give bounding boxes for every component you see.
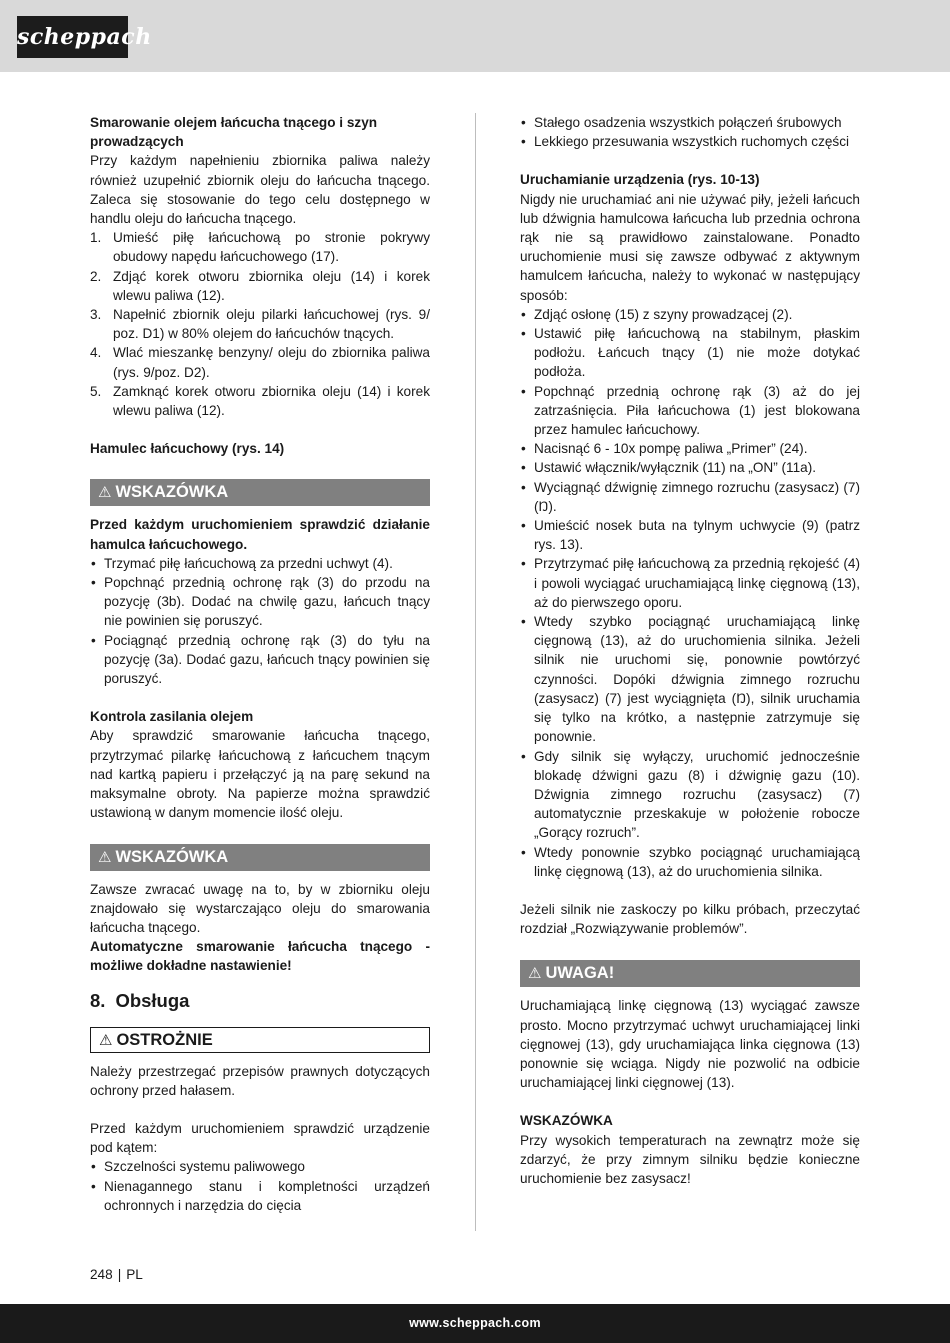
chain-brake-heading: Hamulec łańcuchowy (rys. 14) xyxy=(90,441,285,457)
right-column xyxy=(520,113,860,1188)
lubrication-text: Przy każdym napełnieniu zbiornika paliwa należy również uzupełnić zbiornik oleju do łańcucha tnącego. Zaleca się stosowanie do tego celu dostępnego w handlu oleju do łańcucha tnącego. xyxy=(90,153,430,227)
list-item: • Lekkiego przesuwania wszystkich ruchomych części xyxy=(521,134,850,150)
list-item: • Gdy silnik się wyłączy, uruchomić jednocześnie blokadę dźwigni gazu (8) i dźwignię gazu (10). Dźwignia zimnego rozruchu (zasysacz) (7) automatycznie przeskakuje w położenie robocze „Gorący rozruch”. xyxy=(521,748,860,841)
note-banner: ⚠ WSKAZÓWKA xyxy=(90,479,430,506)
warning-icon: ⚠ xyxy=(98,848,112,866)
list-item: • Nienagannego stanu i kompletności urządzeń ochronnych i narzędzia do cięcia xyxy=(91,1178,430,1213)
note-banner: ⚠ WSKAZÓWKA xyxy=(90,844,430,871)
lubrication-heading: Smarowanie olejem łańcucha tnącego i szyn prowadzących xyxy=(90,115,378,150)
column-divider xyxy=(475,113,476,1231)
list-item: • Nacisnąć 6 - 10x pompę paliwa „Primer” (24). xyxy=(521,441,808,457)
list-item: 5. Zamknąć korek otworu zbiornika oleju (14) i korek wlewu paliwa (12). xyxy=(90,383,430,419)
list-item: • Przytrzymać piłę łańcuchową za przednią rękojeść (4) i powoli wyciągać uruchamiającą linkę cięgnową (13), aż do pierwszego oporu. xyxy=(521,556,860,610)
start-fail-text: Jeżeli silnik nie zaskoczy po kilku próbach, przeczytać rozdział „Rozwiązywanie problemów”. xyxy=(520,901,860,937)
list-item: • Wyciągnąć dźwignię zimnego rozruchu (zasysacz) (7) (Ŋ). xyxy=(521,479,860,514)
list-item: • Stałego osadzenia wszystkich połączeń śrubowych xyxy=(521,115,842,130)
fill-steps-list xyxy=(90,228,430,420)
attention-text: Uruchamiającą linkę cięgnową (13) wyciągać zawsze prosto. Mocno przytrzymać uchwyt uruchamiającej linki cięgnowej (13), gdy uruchamiająca linka cięgnowa (13) ponownie się wciąga. Nigdy nie pozwolić na odbicie uruchamiającej linki cięgnowej (13). xyxy=(520,998,860,1091)
list-item: • Ustawić włącznik/wyłącznik (11) na „ON” (11a). xyxy=(521,460,817,476)
list-item: • Szczelności systemu paliwowego xyxy=(91,1159,305,1175)
list-item: • Wtedy ponownie szybko pociągnąć uruchamiającą linkę cięgnową (13), aż do uruchomienia silnika. xyxy=(521,844,860,879)
hot-weather-text: Przy wysokich temperaturach na zewnątrz może się zdarzyć, że przy zimnym silniku będzie konieczne uruchomienie bez zasysacz! xyxy=(520,1132,860,1186)
start-text: Nigdy nie uruchamiać ani nie używać piły, jeżeli łańcuch lub dźwignia hamulcowa łańcucha lub przednia ochrona rąk nie są prawidłowo zainstalowane. Ponadto uruchomienie musi się zawsze odbywać z aktywnym hamulcem łańcucha, należy to wykonać w następujący sposób: xyxy=(520,191,860,303)
list-item: • Pociągnąć przednią ochronę rąk (3) do tyłu na pozycję (3a). Dodać gazu, łańcuch tnący powinien się poruszyć. xyxy=(91,632,430,687)
list-item: • Popchnąć przednią ochronę rąk (3) do przodu na pozycję (3b). Dodać na chwilę gazu, łańcuch tnący nie powinien się poruszyć. xyxy=(91,575,430,629)
pre-check-text: Przed każdym uruchomieniem sprawdzić urządzenie pod kątem: xyxy=(90,1120,430,1156)
website-link[interactable]: www.scheppach.com xyxy=(409,1316,541,1330)
warning-icon: ⚠ xyxy=(99,1031,113,1049)
brake-check-bold: Przed każdym uruchomieniem sprawdzić działanie hamulca łańcuchowego. xyxy=(90,517,430,552)
list-item: • Umieścić nosek buta na tylnym uchwycie (9) (patrz rys. 13). xyxy=(521,518,860,553)
left-column xyxy=(90,113,430,1215)
list-item: 2. Zdjąć korek otworu zbiornika oleju (14) i korek wlewu paliwa (12). xyxy=(90,268,430,303)
section-heading: 8. Obsługa xyxy=(90,989,190,1011)
list-item: 3. Napełnić zbiornik oleju pilarki łańcuchowej (rys. 9/ poz. D1) w 80% olejem do łańcuchów tnących. xyxy=(90,307,430,342)
pre-check-list xyxy=(90,1157,430,1215)
list-item: • Zdjąć osłonę (15) z szyny prowadzącej (2). xyxy=(521,306,793,322)
pre-check-list-continued xyxy=(520,113,860,151)
oil-check-text: Aby sprawdzić smarowanie łańcucha tnącego, przytrzymać pilarkę łańcuchową z łańcuchem tnącym nad kartką papieru i przełączyć ją na parę sekund na maksymalne obroty. Na papierze można sprawdzić ustawioną w danym momencie ilość oleju. xyxy=(90,728,430,821)
attention-banner: ⚠ UWAGA! xyxy=(520,960,860,987)
list-item: • Ustawić piłę łańcuchową na stabilnym, płaskim podłożu. Łańcuch tnący (1) nie może dotykać podłoża. xyxy=(521,326,860,380)
list-item: • Trzymać piłę łańcuchową za przedni uchwyt (4). xyxy=(91,555,393,571)
page-number: 248 | PL xyxy=(90,1267,143,1282)
list-item: 4. Wlać mieszankę benzyny/ oleju do zbiornika paliwa (rys. 9/poz. D2). xyxy=(90,345,430,380)
start-steps-list xyxy=(520,305,860,881)
hot-weather-heading: WSKAZÓWKA xyxy=(520,1113,613,1129)
oil-note-text: Zawsze zwracać uwagę na to, by w zbiorniku oleju znajdowało się wystarczająco oleju do smarowania łańcucha tnącego. xyxy=(90,881,430,935)
list-item: 1. Umieść piłę łańcuchową po stronie pokrywy obudowy napędu łańcuchowego (17). xyxy=(90,230,430,265)
list-item: • Wtedy szybko pociągnąć uruchamiającą linkę cięgnową (13), aż do uruchomienia silnika. Jeżeli silnik nie uruchomi się, ponownie powtórzyć czynności. Dopóki dźwignia zimnego rozruchu (zasysacz) (7) jest wyciągnięta (Ŋ), silnik uruchamia się tylko na krótko, a następnie zatrzymuje się ponownie. xyxy=(521,614,860,745)
warning-icon: ⚠ xyxy=(98,484,112,502)
warning-icon: ⚠ xyxy=(528,965,542,983)
oil-check-heading: Kontrola zasilania olejem xyxy=(90,709,254,725)
caution-banner: ⚠ OSTROŻNIE xyxy=(90,1027,430,1053)
caution-text: Należy przestrzegać przepisów prawnych dotyczących ochrony przed hałasem. xyxy=(90,1063,430,1098)
oil-note-bold: Automatyczne smarowanie łańcucha tnącego - możliwe dokładne nastawienie! xyxy=(90,939,430,974)
brand-logo: scheppach xyxy=(17,16,128,58)
brake-check-list xyxy=(90,554,430,688)
list-item: • Popchnąć przednią ochronę rąk (3) aż do jej zatrzaśnięcia. Piła łańcuchowa (1) jest blokowana przez hamulec łańcuchowy. xyxy=(521,383,860,438)
start-heading: Uruchamianie urządzenia (rys. 10-13) xyxy=(520,172,760,188)
